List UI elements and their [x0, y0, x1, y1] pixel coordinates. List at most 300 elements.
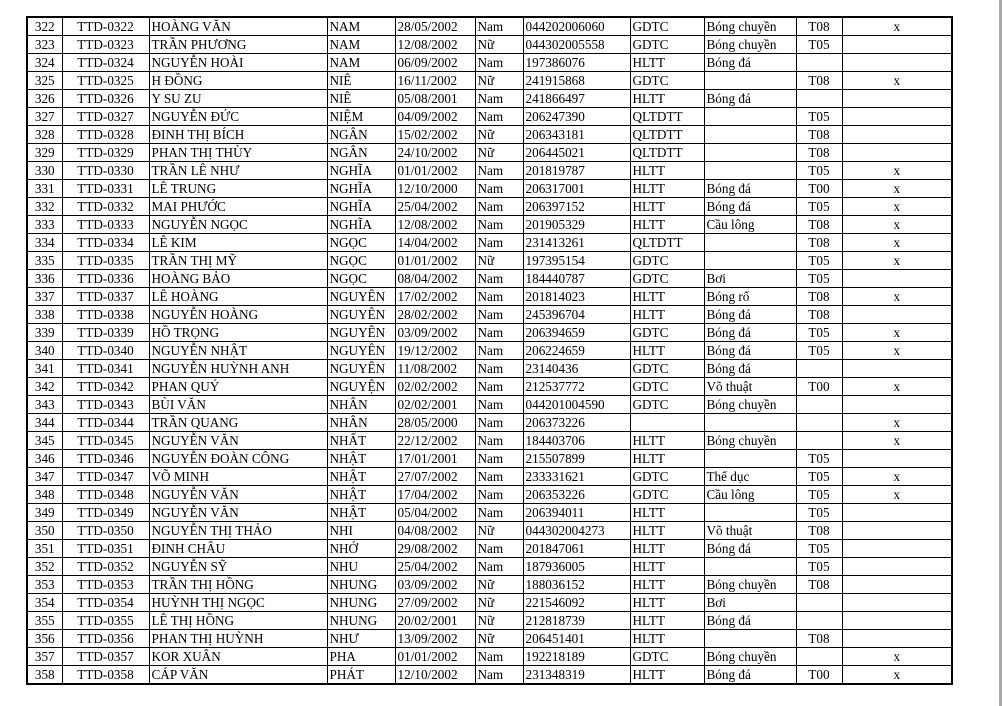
cell-gender: Nam — [475, 360, 523, 378]
cell-gender: Nam — [475, 17, 523, 36]
cell-birth-date: 17/04/2002 — [395, 486, 475, 504]
cell-student-id: TTD-0327 — [62, 108, 149, 126]
cell-uniform-size — [796, 360, 842, 378]
cell-student-id: TTD-0328 — [62, 126, 149, 144]
cell-stt: 338 — [27, 306, 62, 324]
cell-sport — [704, 126, 796, 144]
cell-sport — [704, 630, 796, 648]
cell-gender: Nam — [475, 324, 523, 342]
cell-id-number: 206317001 — [523, 180, 630, 198]
cell-first-name: NAM — [327, 36, 395, 54]
cell-id-number: 201905329 — [523, 216, 630, 234]
table-row — [27, 594, 952, 612]
cell-student-id: TTD-0353 — [62, 576, 149, 594]
cell-uniform-size: T08 — [796, 126, 842, 144]
cell-sport: Bóng đá — [704, 342, 796, 360]
cell-id-number: 197386076 — [523, 54, 630, 72]
cell-last-middle-name: PHAN THỊ HUỲNH — [149, 630, 327, 648]
cell-id-number: 212537772 — [523, 378, 630, 396]
cell-gender: Nam — [475, 540, 523, 558]
cell-gender: Nữ — [475, 594, 523, 612]
cell-birth-date: 12/10/2000 — [395, 180, 475, 198]
table-row — [27, 270, 952, 288]
cell-sport: Bóng đá — [704, 198, 796, 216]
cell-stt: 333 — [27, 216, 62, 234]
cell-last-middle-name: Y SU ZU — [149, 90, 327, 108]
table-row — [27, 252, 952, 270]
cell-birth-date: 28/05/2000 — [395, 414, 475, 432]
cell-stt: 331 — [27, 180, 62, 198]
cell-uniform-size: T08 — [796, 576, 842, 594]
cell-first-name: NGUYÊN — [327, 342, 395, 360]
cell-uniform-size — [796, 648, 842, 666]
cell-last-middle-name: TRẦN THỊ MỸ — [149, 252, 327, 270]
cell-stt: 323 — [27, 36, 62, 54]
cell-student-id: TTD-0339 — [62, 324, 149, 342]
cell-major: HLTT — [630, 504, 704, 522]
cell-uniform-size: T05 — [796, 468, 842, 486]
cell-student-id: TTD-0356 — [62, 630, 149, 648]
cell-last-middle-name: LÊ KIM — [149, 234, 327, 252]
cell-student-id: TTD-0332 — [62, 198, 149, 216]
cell-student-id: TTD-0342 — [62, 378, 149, 396]
cell-first-name: NHẤT — [327, 432, 395, 450]
cell-sport: Võ thuật — [704, 378, 796, 396]
cell-first-name: NHẬT — [327, 504, 395, 522]
cell-gender: Nữ — [475, 252, 523, 270]
cell-stt: 348 — [27, 486, 62, 504]
cell-stt: 332 — [27, 198, 62, 216]
cell-major: HLTT — [630, 90, 704, 108]
cell-mark — [842, 504, 952, 522]
cell-id-number: 233331621 — [523, 468, 630, 486]
cell-mark — [842, 594, 952, 612]
table-row — [27, 108, 952, 126]
cell-major: HLTT — [630, 288, 704, 306]
cell-mark — [842, 576, 952, 594]
table-row — [27, 486, 952, 504]
cell-student-id: TTD-0341 — [62, 360, 149, 378]
cell-sport: Bóng chuyền — [704, 36, 796, 54]
cell-id-number: 044202006060 — [523, 17, 630, 36]
cell-mark: x — [842, 180, 952, 198]
cell-last-middle-name: KOR XUÂN — [149, 648, 327, 666]
cell-mark — [842, 54, 952, 72]
cell-last-middle-name: ĐINH CHÂU — [149, 540, 327, 558]
cell-sport — [704, 252, 796, 270]
cell-mark: x — [842, 162, 952, 180]
cell-id-number: 231413261 — [523, 234, 630, 252]
cell-uniform-size: T08 — [796, 522, 842, 540]
cell-mark: x — [842, 432, 952, 450]
cell-birth-date: 11/08/2002 — [395, 360, 475, 378]
cell-major: GDTC — [630, 270, 704, 288]
cell-sport — [704, 558, 796, 576]
cell-major: HLTT — [630, 594, 704, 612]
cell-first-name: NGHĨA — [327, 216, 395, 234]
cell-id-number: 23140436 — [523, 360, 630, 378]
cell-id-number: 206394659 — [523, 324, 630, 342]
cell-stt: 326 — [27, 90, 62, 108]
cell-major: GDTC — [630, 648, 704, 666]
cell-uniform-size: T00 — [796, 666, 842, 685]
cell-stt: 324 — [27, 54, 62, 72]
table-row — [27, 558, 952, 576]
cell-gender: Nam — [475, 648, 523, 666]
cell-sport — [704, 414, 796, 432]
cell-mark: x — [842, 252, 952, 270]
cell-id-number: 044302004273 — [523, 522, 630, 540]
cell-birth-date: 13/09/2002 — [395, 630, 475, 648]
cell-gender: Nam — [475, 450, 523, 468]
cell-id-number: 192218189 — [523, 648, 630, 666]
cell-id-number: 206394011 — [523, 504, 630, 522]
cell-sport: Bóng đá — [704, 324, 796, 342]
cell-last-middle-name: VÕ MINH — [149, 468, 327, 486]
cell-id-number: 206445021 — [523, 144, 630, 162]
cell-first-name: NIỆM — [327, 108, 395, 126]
cell-id-number: 215507899 — [523, 450, 630, 468]
cell-uniform-size: T05 — [796, 198, 842, 216]
cell-stt: 357 — [27, 648, 62, 666]
cell-major: GDTC — [630, 252, 704, 270]
table-row — [27, 90, 952, 108]
cell-mark: x — [842, 17, 952, 36]
cell-id-number: 201847061 — [523, 540, 630, 558]
table-row — [27, 396, 952, 414]
cell-sport: Bóng đá — [704, 666, 796, 685]
cell-stt: 352 — [27, 558, 62, 576]
cell-last-middle-name: TRẦN THỊ HỒNG — [149, 576, 327, 594]
cell-gender: Nữ — [475, 126, 523, 144]
table-row — [27, 288, 952, 306]
cell-student-id: TTD-0325 — [62, 72, 149, 90]
cell-last-middle-name: LÊ TRUNG — [149, 180, 327, 198]
cell-major: QLTDTT — [630, 144, 704, 162]
cell-mark — [842, 108, 952, 126]
cell-gender: Nam — [475, 162, 523, 180]
cell-sport: Bóng rổ — [704, 288, 796, 306]
cell-first-name: NGHĨA — [327, 162, 395, 180]
cell-stt: 329 — [27, 144, 62, 162]
cell-uniform-size: T00 — [796, 378, 842, 396]
cell-stt: 337 — [27, 288, 62, 306]
cell-stt: 345 — [27, 432, 62, 450]
cell-student-id: TTD-0346 — [62, 450, 149, 468]
cell-student-id: TTD-0343 — [62, 396, 149, 414]
cell-birth-date: 14/04/2002 — [395, 234, 475, 252]
cell-id-number: 044201004590 — [523, 396, 630, 414]
table-row — [27, 360, 952, 378]
cell-gender: Nam — [475, 468, 523, 486]
cell-gender: Nam — [475, 378, 523, 396]
cell-major: HLTT — [630, 306, 704, 324]
cell-mark: x — [842, 216, 952, 234]
cell-id-number: 184403706 — [523, 432, 630, 450]
cell-uniform-size: T05 — [796, 270, 842, 288]
cell-birth-date: 02/02/2002 — [395, 378, 475, 396]
cell-major: HLTT — [630, 216, 704, 234]
cell-last-middle-name: HỒ TRỌNG — [149, 324, 327, 342]
cell-stt: 350 — [27, 522, 62, 540]
cell-first-name: NHẬT — [327, 468, 395, 486]
table-row — [27, 54, 952, 72]
cell-id-number: 044302005558 — [523, 36, 630, 54]
cell-first-name: NGỌC — [327, 270, 395, 288]
cell-id-number: 201814023 — [523, 288, 630, 306]
cell-uniform-size — [796, 396, 842, 414]
cell-major: HLTT — [630, 342, 704, 360]
cell-student-id: TTD-0330 — [62, 162, 149, 180]
table-row — [27, 324, 952, 342]
cell-birth-date: 27/09/2002 — [395, 594, 475, 612]
cell-major: GDTC — [630, 486, 704, 504]
cell-student-id: TTD-0357 — [62, 648, 149, 666]
cell-sport: Thể dục — [704, 468, 796, 486]
cell-last-middle-name: HOÀNG VĂN — [149, 17, 327, 36]
cell-major: GDTC — [630, 72, 704, 90]
cell-sport: Bóng chuyền — [704, 396, 796, 414]
table-row — [27, 648, 952, 666]
cell-first-name: NGÂN — [327, 126, 395, 144]
table-row — [27, 144, 952, 162]
cell-sport: Võ thuật — [704, 522, 796, 540]
cell-birth-date: 17/01/2001 — [395, 450, 475, 468]
cell-gender: Nam — [475, 54, 523, 72]
table-row — [27, 450, 952, 468]
cell-stt: 328 — [27, 126, 62, 144]
cell-mark — [842, 558, 952, 576]
cell-id-number: 184440787 — [523, 270, 630, 288]
cell-stt: 334 — [27, 234, 62, 252]
table-row — [27, 522, 952, 540]
cell-first-name: NHÂN — [327, 396, 395, 414]
cell-birth-date: 15/02/2002 — [395, 126, 475, 144]
cell-sport: Bóng đá — [704, 612, 796, 630]
cell-major: HLTT — [630, 558, 704, 576]
cell-gender: Nữ — [475, 36, 523, 54]
cell-birth-date: 22/12/2002 — [395, 432, 475, 450]
table-row — [27, 198, 952, 216]
cell-student-id: TTD-0352 — [62, 558, 149, 576]
cell-sport — [704, 144, 796, 162]
cell-gender: Nữ — [475, 72, 523, 90]
table-row — [27, 306, 952, 324]
cell-birth-date: 12/10/2002 — [395, 666, 475, 685]
cell-id-number: 197395154 — [523, 252, 630, 270]
cell-gender: Nam — [475, 342, 523, 360]
cell-last-middle-name: NGUYỄN HOÀNG — [149, 306, 327, 324]
cell-birth-date: 29/08/2002 — [395, 540, 475, 558]
cell-first-name: NHUNG — [327, 594, 395, 612]
cell-last-middle-name: NGUYỄN VĂN — [149, 504, 327, 522]
cell-student-id: TTD-0331 — [62, 180, 149, 198]
cell-uniform-size: T08 — [796, 144, 842, 162]
cell-major: HLTT — [630, 450, 704, 468]
cell-student-id: TTD-0329 — [62, 144, 149, 162]
cell-sport: Bơi — [704, 270, 796, 288]
cell-uniform-size: T05 — [796, 450, 842, 468]
cell-major: HLTT — [630, 630, 704, 648]
cell-gender: Nam — [475, 666, 523, 685]
cell-gender: Nam — [475, 306, 523, 324]
cell-uniform-size: T05 — [796, 342, 842, 360]
cell-major: HLTT — [630, 612, 704, 630]
cell-gender: Nam — [475, 486, 523, 504]
cell-uniform-size — [796, 432, 842, 450]
cell-mark — [842, 630, 952, 648]
cell-mark — [842, 126, 952, 144]
cell-major: HLTT — [630, 576, 704, 594]
cell-birth-date: 06/09/2002 — [395, 54, 475, 72]
cell-uniform-size: T05 — [796, 162, 842, 180]
cell-gender: Nam — [475, 288, 523, 306]
cell-stt: 346 — [27, 450, 62, 468]
cell-sport — [704, 108, 796, 126]
cell-mark — [842, 270, 952, 288]
cell-last-middle-name: TRẦN LÊ NHƯ — [149, 162, 327, 180]
cell-stt: 358 — [27, 666, 62, 685]
table-row — [27, 540, 952, 558]
cell-uniform-size: T05 — [796, 486, 842, 504]
cell-sport: Bóng đá — [704, 90, 796, 108]
cell-first-name: NHẬT — [327, 450, 395, 468]
cell-last-middle-name: NGUYỄN HUỲNH ANH — [149, 360, 327, 378]
cell-student-id: TTD-0347 — [62, 468, 149, 486]
cell-stt: 339 — [27, 324, 62, 342]
cell-sport: Bóng đá — [704, 306, 796, 324]
cell-major: GDTC — [630, 396, 704, 414]
cell-uniform-size: T05 — [796, 540, 842, 558]
cell-birth-date: 28/05/2002 — [395, 17, 475, 36]
cell-major: HLTT — [630, 162, 704, 180]
cell-mark: x — [842, 342, 952, 360]
cell-gender: Nữ — [475, 522, 523, 540]
cell-mark — [842, 36, 952, 54]
cell-student-id: TTD-0348 — [62, 486, 149, 504]
cell-id-number: 188036152 — [523, 576, 630, 594]
cell-birth-date: 04/09/2002 — [395, 108, 475, 126]
cell-major: QLTDTT — [630, 108, 704, 126]
cell-student-id: TTD-0351 — [62, 540, 149, 558]
cell-gender: Nam — [475, 198, 523, 216]
cell-student-id: TTD-0345 — [62, 432, 149, 450]
cell-id-number: 245396704 — [523, 306, 630, 324]
cell-student-id: TTD-0334 — [62, 234, 149, 252]
cell-id-number: 206451401 — [523, 630, 630, 648]
cell-id-number: 212818739 — [523, 612, 630, 630]
cell-birth-date: 17/02/2002 — [395, 288, 475, 306]
cell-stt: 356 — [27, 630, 62, 648]
cell-gender: Nữ — [475, 144, 523, 162]
cell-last-middle-name: NGUYỄN SỸ — [149, 558, 327, 576]
cell-last-middle-name: PHAN QUÝ — [149, 378, 327, 396]
cell-stt: 344 — [27, 414, 62, 432]
cell-stt: 335 — [27, 252, 62, 270]
cell-mark: x — [842, 666, 952, 685]
table-row — [27, 17, 952, 36]
cell-gender: Nam — [475, 504, 523, 522]
cell-first-name: NGUYÊN — [327, 360, 395, 378]
cell-major: HLTT — [630, 522, 704, 540]
cell-student-id: TTD-0322 — [62, 17, 149, 36]
table-row — [27, 666, 952, 685]
cell-mark: x — [842, 72, 952, 90]
cell-mark — [842, 540, 952, 558]
cell-uniform-size — [796, 612, 842, 630]
cell-last-middle-name: NGUYỄN NGỌC — [149, 216, 327, 234]
cell-major: HLTT — [630, 198, 704, 216]
cell-last-middle-name: H ĐỒNG — [149, 72, 327, 90]
cell-first-name: NGỌC — [327, 252, 395, 270]
cell-birth-date: 05/04/2002 — [395, 504, 475, 522]
cell-student-id: TTD-0337 — [62, 288, 149, 306]
cell-mark: x — [842, 324, 952, 342]
cell-gender: Nam — [475, 234, 523, 252]
cell-student-id: TTD-0355 — [62, 612, 149, 630]
table-row — [27, 126, 952, 144]
cell-gender: Nam — [475, 432, 523, 450]
cell-mark: x — [842, 468, 952, 486]
cell-stt: 353 — [27, 576, 62, 594]
table-row — [27, 36, 952, 54]
cell-student-id: TTD-0358 — [62, 666, 149, 685]
cell-id-number: 241915868 — [523, 72, 630, 90]
cell-id-number: 221546092 — [523, 594, 630, 612]
cell-student-id: TTD-0349 — [62, 504, 149, 522]
cell-mark — [842, 360, 952, 378]
cell-student-id: TTD-0326 — [62, 90, 149, 108]
cell-stt: 327 — [27, 108, 62, 126]
cell-sport — [704, 72, 796, 90]
table-row — [27, 180, 952, 198]
cell-birth-date: 24/10/2002 — [395, 144, 475, 162]
cell-first-name: NGHĨA — [327, 180, 395, 198]
cell-mark — [842, 522, 952, 540]
cell-uniform-size: T05 — [796, 108, 842, 126]
cell-student-id: TTD-0335 — [62, 252, 149, 270]
cell-last-middle-name: HUỲNH THỊ NGỌC — [149, 594, 327, 612]
cell-first-name: NAM — [327, 17, 395, 36]
cell-first-name: NHI — [327, 522, 395, 540]
table-row — [27, 468, 952, 486]
cell-last-middle-name: BÙI VĂN — [149, 396, 327, 414]
cell-uniform-size — [796, 594, 842, 612]
cell-id-number: 231348319 — [523, 666, 630, 685]
cell-birth-date: 25/04/2002 — [395, 198, 475, 216]
cell-first-name: NHUNG — [327, 576, 395, 594]
cell-uniform-size: T08 — [796, 17, 842, 36]
cell-sport: Bóng đá — [704, 540, 796, 558]
cell-birth-date: 01/01/2002 — [395, 162, 475, 180]
cell-uniform-size: T05 — [796, 504, 842, 522]
cell-mark — [842, 396, 952, 414]
cell-sport: Cầu lông — [704, 216, 796, 234]
cell-id-number: 187936005 — [523, 558, 630, 576]
cell-major: HLTT — [630, 432, 704, 450]
cell-major — [630, 414, 704, 432]
table-row — [27, 378, 952, 396]
cell-uniform-size: T05 — [796, 36, 842, 54]
cell-mark — [842, 612, 952, 630]
cell-major: GDTC — [630, 324, 704, 342]
cell-major: HLTT — [630, 540, 704, 558]
cell-uniform-size: T08 — [796, 630, 842, 648]
cell-uniform-size: T08 — [796, 234, 842, 252]
cell-first-name: NHÂN — [327, 414, 395, 432]
table-row — [27, 504, 952, 522]
cell-first-name: NGỌC — [327, 234, 395, 252]
